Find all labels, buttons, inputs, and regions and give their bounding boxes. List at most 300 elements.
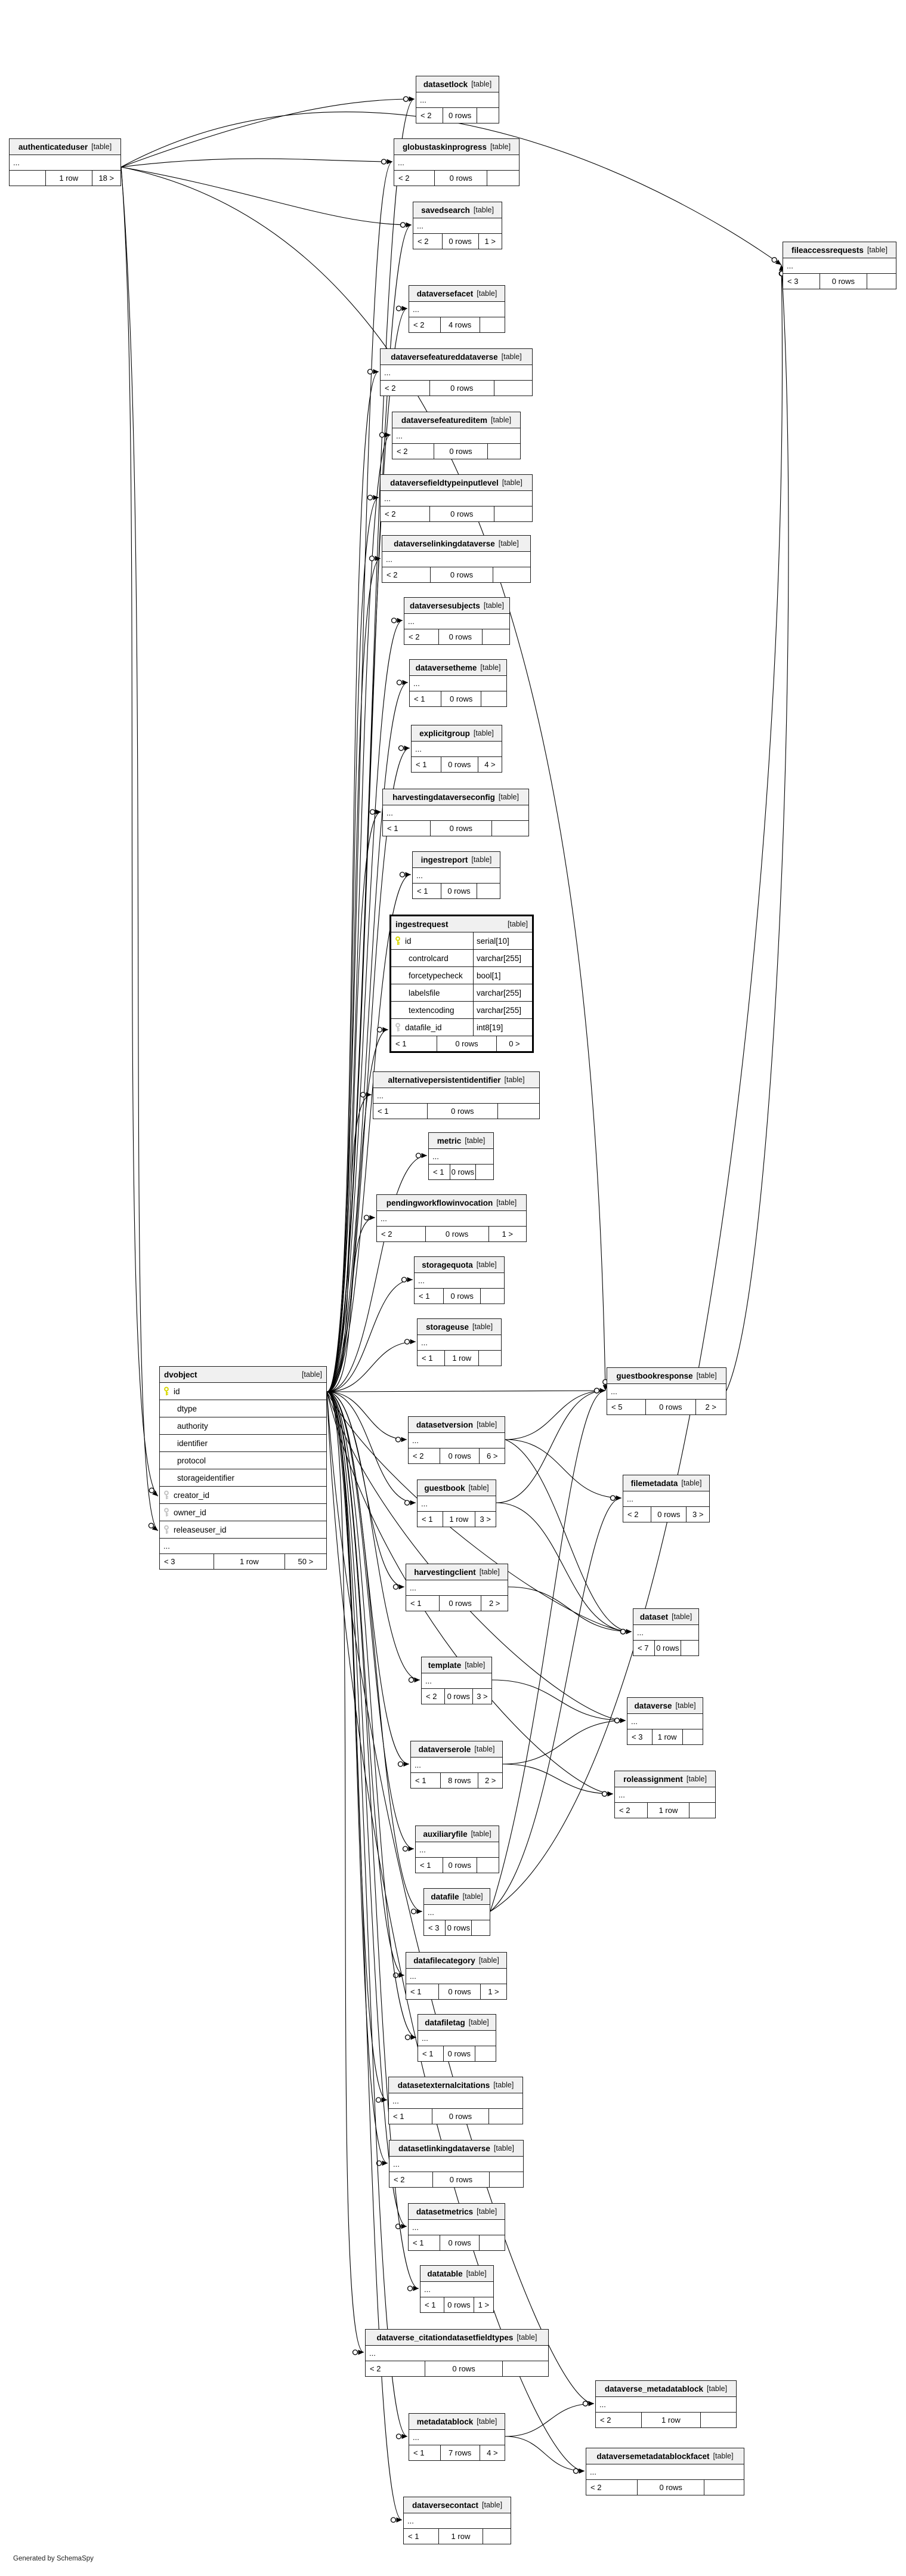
relationship-edge-dvobject-to-guestbookresponse xyxy=(327,1391,605,1392)
column-name: datafile_id xyxy=(405,1023,442,1032)
table-header[interactable] xyxy=(633,1609,698,1625)
table-header[interactable] xyxy=(382,536,530,552)
parents-count: < 1 xyxy=(422,1354,433,1363)
table-template[interactable] xyxy=(421,1657,492,1704)
table-tag: [table] xyxy=(476,1261,497,1269)
table-stats xyxy=(416,108,499,123)
table-name[interactable]: dataversemetadatablockfacet xyxy=(596,2451,710,2461)
table-name[interactable]: datasetversion xyxy=(416,1420,474,1429)
table-header[interactable] xyxy=(381,349,532,365)
table-tag: [table] xyxy=(493,2081,514,2089)
relationship-edge-dvobject-to-guestbook xyxy=(327,1392,416,1503)
table-header[interactable] xyxy=(10,139,120,155)
table-alternativepersistentidentifier[interactable] xyxy=(373,1071,540,1119)
table-stats xyxy=(413,884,500,898)
children-count xyxy=(497,1104,539,1119)
parents-count: < 1 xyxy=(395,1039,407,1048)
column-row xyxy=(391,984,532,1002)
table-name[interactable]: authenticateduser xyxy=(18,142,88,152)
table-datasetmetrics[interactable] xyxy=(408,2203,505,2251)
collapsed-columns-ellipsis: ... xyxy=(389,2157,523,2172)
relationship-edge-dvobject-to-harvestingclient xyxy=(327,1392,404,1587)
footer-note: Generated by SchemaSpy xyxy=(13,2555,94,2562)
collapsed-columns-ellipsis: ... xyxy=(410,676,506,691)
table-dataverse_metadatablock[interactable] xyxy=(595,2380,737,2428)
table-name[interactable]: harvestingdataverseconfig xyxy=(392,792,495,802)
table-tag: [table] xyxy=(477,1420,497,1429)
relationship-edge-dvobject-to-datasetlinkingdataverse xyxy=(327,1392,388,2163)
table-name[interactable]: dataverse_citationdatasetfieldtypes xyxy=(376,2333,514,2342)
table-guestbook[interactable] xyxy=(417,1479,496,1527)
parents-count: < 2 xyxy=(426,1692,437,1701)
table-dataversefacet[interactable] xyxy=(409,285,505,333)
table-tag: [table] xyxy=(471,855,492,864)
table-stats xyxy=(366,2361,548,2376)
row-count: 0 rows xyxy=(438,629,482,644)
relationship-edge-datafile-to-guestbookresponse xyxy=(490,1391,605,1911)
table-header[interactable] xyxy=(383,789,528,805)
table-tag: [table] xyxy=(517,2333,537,2342)
table-stats xyxy=(404,2529,511,2544)
children-count: 2 > xyxy=(478,1773,502,1788)
table-header[interactable] xyxy=(409,286,505,302)
parents-count: < 1 xyxy=(433,1167,444,1176)
column-row xyxy=(391,950,532,967)
table-header[interactable] xyxy=(586,2448,744,2464)
row-count: 0 rows xyxy=(440,1448,480,1463)
table-header[interactable] xyxy=(392,412,520,428)
table-stats xyxy=(394,171,519,186)
table-filemetadata[interactable] xyxy=(623,1475,710,1522)
parents-count: < 1 xyxy=(420,1861,431,1870)
table-stats xyxy=(416,1858,499,1873)
row-count: 0 rows xyxy=(437,1036,496,1051)
table-name[interactable]: datafile xyxy=(431,1892,459,1901)
row-count: 0 rows xyxy=(443,2046,475,2061)
table-name[interactable]: pendingworkflowinvocation xyxy=(386,1198,493,1207)
table-header[interactable] xyxy=(389,2077,522,2093)
row-count: 0 rows xyxy=(442,234,478,249)
column-name: releaseuser_id xyxy=(174,1525,227,1534)
children-count: 2 > xyxy=(695,1400,726,1414)
table-header[interactable] xyxy=(389,2141,523,2157)
table-stats xyxy=(418,2046,496,2061)
children-count: 3 > xyxy=(686,1507,709,1522)
table-storageuse[interactable] xyxy=(417,1318,502,1366)
relationship-edge-template-to-dataverse xyxy=(492,1680,626,1721)
table-stats xyxy=(404,629,509,644)
table-header[interactable] xyxy=(416,76,499,92)
table-stats xyxy=(415,1289,504,1304)
column-name: labelsfile xyxy=(409,988,440,997)
children-count xyxy=(494,381,532,396)
row-count: 0 rows xyxy=(434,171,487,186)
collapsed-columns-ellipsis: ... xyxy=(615,1787,715,1803)
column-type: varchar[255] xyxy=(473,950,532,966)
table-datasetversion[interactable] xyxy=(408,1416,505,1464)
table-name[interactable]: dvobject xyxy=(164,1370,197,1379)
table-tag: [table] xyxy=(490,143,511,151)
column-type: int8[19] xyxy=(473,1019,532,1036)
parents-count: < 2 xyxy=(619,1806,630,1815)
row-count: 0 rows xyxy=(651,1507,686,1522)
parents-count: < 3 xyxy=(632,1732,643,1741)
collapsed-columns-ellipsis: ... xyxy=(381,365,532,381)
children-count xyxy=(477,1858,499,1873)
children-count: 0 > xyxy=(496,1036,532,1051)
table-name[interactable]: datasetexternalcitations xyxy=(397,2080,490,2090)
relationship-edge-dvobject-to-dataverselinkingdataverse xyxy=(327,558,381,1392)
relationship-edge-authenticateduser-to-globustaskinprogress xyxy=(121,159,392,167)
column-row xyxy=(160,1521,326,1539)
table-dvobject[interactable] xyxy=(159,1366,327,1570)
table-header[interactable] xyxy=(409,2414,505,2430)
collapsed-columns-ellipsis: ... xyxy=(420,2282,493,2297)
table-dataverselinkingdataverse[interactable] xyxy=(382,535,531,583)
table-name[interactable]: dataversetheme xyxy=(415,663,477,672)
table-name[interactable]: metric xyxy=(437,1136,462,1145)
table-dataset[interactable] xyxy=(633,1608,699,1656)
collapsed-columns-ellipsis: ... xyxy=(389,2093,522,2109)
parents-count: < 2 xyxy=(370,2364,381,2373)
table-name[interactable]: harvestingclient xyxy=(414,1567,476,1577)
row-count: 0 rows xyxy=(432,2109,488,2124)
relationship-edge-guestbook-to-guestbookresponse xyxy=(496,1391,605,1503)
table-pendingworkflowinvocation[interactable] xyxy=(376,1194,527,1242)
table-tag: [table] xyxy=(477,2207,497,2216)
table-tag: [table] xyxy=(480,663,501,672)
table-header[interactable] xyxy=(415,1257,504,1273)
table-name[interactable]: dataverse_metadatablock xyxy=(604,2384,704,2393)
table-datatable[interactable] xyxy=(420,2265,494,2313)
column-name: dtype xyxy=(177,1404,197,1413)
table-tag: [table] xyxy=(468,1484,489,1492)
table-roleassignment[interactable] xyxy=(614,1771,716,1818)
column-name: storageidentifier xyxy=(177,1473,235,1482)
table-datafilecategory[interactable] xyxy=(406,1952,507,2000)
table-header[interactable] xyxy=(409,2204,505,2220)
table-tag: [table] xyxy=(483,601,504,610)
table-dataversetheme[interactable] xyxy=(409,659,507,707)
parents-count: < 5 xyxy=(611,1403,623,1411)
table-header[interactable] xyxy=(607,1368,726,1384)
table-header[interactable] xyxy=(418,2015,496,2031)
table-name[interactable]: template xyxy=(428,1660,462,1670)
table-stats xyxy=(10,171,120,186)
row-count: 0 rows xyxy=(432,2172,488,2187)
table-name[interactable]: dataversefacet xyxy=(416,289,474,298)
table-name[interactable]: dataverselinkingdataverse xyxy=(394,539,495,548)
table-stats xyxy=(627,1729,703,1744)
collapsed-columns-ellipsis: ... xyxy=(596,2397,736,2413)
row-count: 0 rows xyxy=(441,757,478,772)
table-header[interactable] xyxy=(413,202,502,218)
table-stats xyxy=(389,2109,522,2124)
table-tag: [table] xyxy=(491,416,512,424)
table-dataversefeatureditem[interactable] xyxy=(392,412,521,459)
table-header[interactable] xyxy=(418,1319,501,1335)
table-header[interactable] xyxy=(424,1889,490,1905)
relationship-edge-dvobject-to-dataversefeatureddataverse xyxy=(327,372,379,1392)
table-name[interactable]: dataversefieldtypeinputlevel xyxy=(390,478,499,487)
collapsed-columns-ellipsis: ... xyxy=(623,1491,709,1507)
parents-count: < 2 xyxy=(590,2483,602,2492)
column-type: bool[1] xyxy=(473,967,532,984)
table-name[interactable]: metadatablock xyxy=(416,2417,474,2426)
table-name[interactable]: datatable xyxy=(427,2269,463,2278)
parents-count: < 1 xyxy=(415,1776,426,1785)
table-header[interactable] xyxy=(416,1826,499,1842)
table-header[interactable] xyxy=(412,725,502,742)
table-name[interactable]: datafiletag xyxy=(425,2018,465,2027)
row-count: 0 rows xyxy=(445,1920,471,1935)
relationship-edge-dvobject-to-alternativepersistentidentifier xyxy=(327,1095,372,1392)
table-tag: [table] xyxy=(466,2269,487,2278)
table-header[interactable] xyxy=(623,1475,709,1491)
table-name[interactable]: globustaskinprogress xyxy=(402,142,487,152)
table-dataversesubjects[interactable] xyxy=(404,597,510,645)
relationship-edge-authenticateduser-to-datasetlock xyxy=(121,99,415,167)
primary-key-icon xyxy=(395,936,401,946)
table-header[interactable] xyxy=(420,2266,493,2282)
parents-count: < 1 xyxy=(425,2300,436,2309)
table-stats xyxy=(391,1036,532,1051)
table-header[interactable] xyxy=(783,242,896,258)
table-stats xyxy=(586,2480,744,2495)
table-stats xyxy=(623,1507,709,1522)
table-name[interactable]: dataset xyxy=(639,1612,669,1621)
table-header[interactable] xyxy=(596,2381,736,2397)
table-dataversefeatureddataverse[interactable] xyxy=(380,348,533,396)
children-count xyxy=(491,821,528,836)
row-count: 0 rows xyxy=(429,381,494,396)
parents-count: < 1 xyxy=(387,824,398,833)
table-name[interactable]: dataversefeatureditem xyxy=(401,415,487,425)
collapsed-columns-ellipsis: ... xyxy=(404,614,509,629)
table-name[interactable]: storagequota xyxy=(422,1260,473,1270)
table-header[interactable] xyxy=(429,1133,493,1149)
table-datasetexternalcitations[interactable] xyxy=(388,2077,523,2124)
table-stats xyxy=(406,1984,506,1999)
children-count xyxy=(481,691,506,706)
table-header[interactable] xyxy=(404,598,509,614)
parents-count: < 2 xyxy=(600,2416,611,2424)
table-header[interactable] xyxy=(160,1367,326,1383)
table-tag: [table] xyxy=(507,920,528,928)
column-row xyxy=(391,1002,532,1019)
table-header[interactable] xyxy=(377,1195,526,1211)
table-dataversecontact[interactable] xyxy=(403,2497,511,2544)
table-stats xyxy=(409,1448,505,1463)
table-header[interactable] xyxy=(410,660,506,676)
children-count xyxy=(480,317,505,332)
table-name[interactable]: dataversefeatureddataverse xyxy=(391,352,498,362)
table-auxiliaryfile[interactable] xyxy=(415,1826,499,1873)
table-header[interactable] xyxy=(404,2497,511,2513)
collapsed-columns-ellipsis: ... xyxy=(406,1969,506,1984)
table-tag: [table] xyxy=(472,1323,493,1331)
relationship-edge-metadatablock-to-dataverse_metadatablock xyxy=(505,2404,594,2436)
table-name[interactable]: guestbook xyxy=(424,1483,465,1493)
table-header[interactable] xyxy=(413,852,500,868)
table-name[interactable]: datafilecategory xyxy=(413,1956,475,1965)
table-header[interactable] xyxy=(381,475,532,491)
primary-key-icon xyxy=(163,1386,169,1396)
parents-count: < 2 xyxy=(385,384,396,393)
table-header[interactable] xyxy=(406,1953,506,1969)
table-name[interactable]: datasetmetrics xyxy=(416,2207,474,2216)
table-stats xyxy=(409,2445,505,2460)
parents-count: < 1 xyxy=(419,1292,430,1301)
table-name[interactable]: ingestrequest xyxy=(395,919,449,929)
parents-count: < 2 xyxy=(381,1230,392,1238)
collapsed-columns-ellipsis: ... xyxy=(627,1714,703,1729)
table-header[interactable] xyxy=(422,1657,491,1673)
table-header[interactable] xyxy=(366,2330,548,2346)
table-harvestingdataverseconfig[interactable] xyxy=(382,789,529,836)
table-name[interactable]: ingestreport xyxy=(420,855,468,864)
parents-count: < 1 xyxy=(422,2049,434,2058)
parents-count: < 2 xyxy=(398,174,410,183)
relationship-edge-dvobject-to-dataverserole xyxy=(327,1392,409,1764)
table-header[interactable] xyxy=(418,1480,496,1496)
parents-count xyxy=(10,171,45,186)
table-datasetlock[interactable] xyxy=(416,76,499,123)
table-dataverse_citationdatasetfieldtypes[interactable] xyxy=(365,2329,549,2377)
table-savedsearch[interactable] xyxy=(413,202,502,249)
table-name[interactable]: roleassignment xyxy=(623,1774,683,1784)
parents-count: < 1 xyxy=(422,1515,433,1524)
table-stats xyxy=(420,2297,493,2312)
table-globustaskinprogress[interactable] xyxy=(394,138,520,186)
children-count: 1 > xyxy=(480,1984,506,1999)
relationship-edge-dvobject-to-dataversefieldtypeinputlevel xyxy=(327,498,379,1392)
table-stats xyxy=(373,1104,539,1119)
row-count: 0 rows xyxy=(654,1641,681,1655)
collapsed-columns-ellipsis: ... xyxy=(409,302,505,317)
table-ingestreport[interactable] xyxy=(412,851,500,899)
parents-count: < 2 xyxy=(386,570,398,579)
table-name[interactable]: datasetlinkingdataverse xyxy=(398,2143,490,2153)
collapsed-columns-ellipsis: ... xyxy=(381,491,532,506)
table-header[interactable] xyxy=(409,1417,505,1433)
table-authenticateduser[interactable] xyxy=(9,138,121,186)
table-header[interactable] xyxy=(411,1741,502,1758)
row-count: 0 rows xyxy=(425,1227,488,1241)
column-type: varchar[255] xyxy=(473,1002,532,1018)
relationship-edge-dataverserole-to-dataverse xyxy=(503,1721,626,1764)
table-storagequota[interactable] xyxy=(414,1256,505,1304)
table-metric[interactable] xyxy=(428,1132,494,1180)
table-tag: [table] xyxy=(502,478,522,487)
column-row xyxy=(160,1383,326,1400)
table-name[interactable]: dataversecontact xyxy=(412,2500,478,2510)
row-count: 0 rows xyxy=(443,1289,480,1304)
table-tag: [table] xyxy=(473,206,494,214)
table-name[interactable]: dataverse xyxy=(634,1701,672,1710)
row-count: 0 rows xyxy=(425,2361,503,2376)
table-name[interactable]: fileaccessrequests xyxy=(791,245,864,255)
relationship-edge-authenticateduser-to-dvobject xyxy=(121,167,158,1496)
table-dataverse[interactable] xyxy=(627,1697,703,1745)
row-count: 1 row xyxy=(641,2413,700,2427)
table-datafile[interactable] xyxy=(423,1888,490,1936)
table-name[interactable]: dataverserole xyxy=(418,1744,471,1754)
parents-count: < 2 xyxy=(418,237,429,246)
foreign-key-icon xyxy=(163,1490,169,1500)
parents-count: < 1 xyxy=(417,887,428,895)
table-header[interactable] xyxy=(406,1564,508,1580)
table-header[interactable] xyxy=(391,916,532,932)
children-count xyxy=(700,2413,736,2427)
relationship-edge-dvobject-to-datasetexternalcitations xyxy=(327,1392,387,2100)
parents-count: < 2 xyxy=(420,111,432,120)
row-count: 0 rows xyxy=(427,1104,497,1119)
row-count: 1 row xyxy=(443,1512,474,1527)
table-ingestrequest[interactable] xyxy=(389,915,534,1053)
table-name[interactable]: auxiliaryfile xyxy=(423,1829,468,1839)
relationship-edge-dvobject-to-storagequota xyxy=(327,1280,413,1392)
table-fileaccessrequests[interactable] xyxy=(783,242,896,289)
row-count: 4 rows xyxy=(440,317,480,332)
table-name[interactable]: guestbookresponse xyxy=(616,1371,693,1380)
table-header[interactable] xyxy=(627,1698,703,1714)
collapsed-columns-ellipsis: ... xyxy=(783,258,896,274)
table-name[interactable]: storageuse xyxy=(425,1322,469,1332)
table-harvestingclient[interactable] xyxy=(406,1564,508,1611)
parents-count: < 1 xyxy=(393,2112,404,2121)
collapsed-columns-ellipsis: ... xyxy=(412,742,502,757)
table-tag: [table] xyxy=(301,1370,322,1379)
children-count xyxy=(471,1920,490,1935)
children-count xyxy=(483,2529,511,2544)
table-name[interactable]: filemetadata xyxy=(630,1478,678,1488)
column-row xyxy=(160,1487,326,1504)
relationship-edge-guestbookresponse-to-fileaccessrequests xyxy=(726,265,789,1391)
collapsed-columns-ellipsis: ... xyxy=(160,1539,326,1554)
table-guestbookresponse[interactable] xyxy=(607,1367,726,1415)
collapsed-columns-ellipsis: ... xyxy=(416,1842,499,1858)
table-name[interactable]: datasetlock xyxy=(423,79,468,89)
table-metadatablock[interactable] xyxy=(409,2413,505,2461)
table-datasetlinkingdataverse[interactable] xyxy=(389,2140,524,2188)
table-dataverserole[interactable] xyxy=(410,1741,503,1789)
table-tag: [table] xyxy=(474,1745,495,1753)
relationship-edge-authenticateduser-to-guestbookresponse xyxy=(121,167,605,1391)
column-row xyxy=(391,967,532,984)
children-count xyxy=(487,444,520,459)
table-stats xyxy=(409,2235,505,2250)
table-header[interactable] xyxy=(394,139,519,155)
table-header[interactable] xyxy=(373,1072,539,1088)
table-dataversemetadatablockfacet[interactable] xyxy=(586,2448,744,2495)
table-stats xyxy=(381,381,532,396)
table-dataversefieldtypeinputlevel[interactable] xyxy=(380,474,533,522)
table-header[interactable] xyxy=(615,1771,715,1787)
column-row xyxy=(160,1504,326,1521)
table-name[interactable]: dataversesubjects xyxy=(410,601,480,610)
table-name[interactable]: savedsearch xyxy=(421,205,470,215)
table-name[interactable]: alternativepersistentidentifier xyxy=(388,1075,501,1085)
children-count xyxy=(489,2172,523,2187)
table-datafiletag[interactable] xyxy=(418,2014,496,2062)
row-count: 0 rows xyxy=(430,821,491,836)
relationship-edge-metadatablock-to-dataversemetadatablockfacet xyxy=(505,2436,585,2471)
children-count xyxy=(482,629,509,644)
parents-count: < 1 xyxy=(378,1107,389,1116)
table-explicitgroup[interactable] xyxy=(411,725,502,773)
table-name[interactable]: explicitgroup xyxy=(419,728,470,738)
